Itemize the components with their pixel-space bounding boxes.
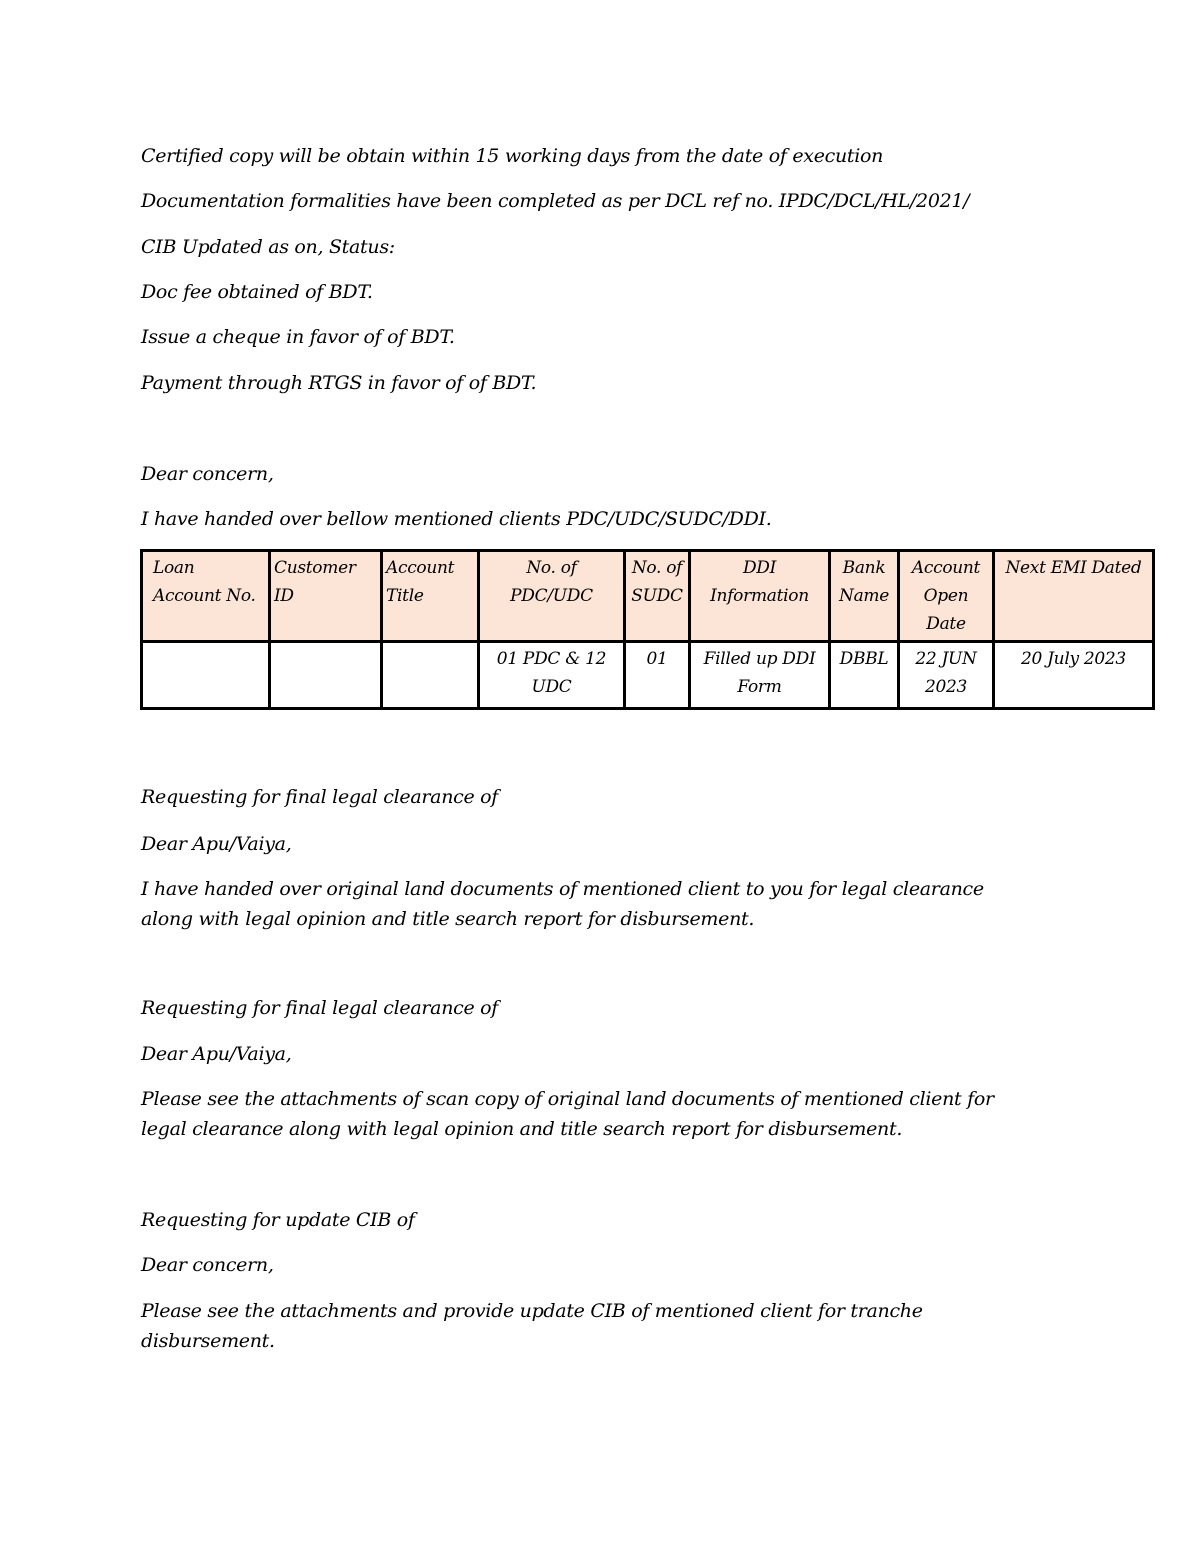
- cib-update-subject: Requesting for update CIB of: [141, 1209, 415, 1231]
- table-cell: 20 July 2023: [994, 642, 1154, 709]
- legal-clearance-2-subject: Requesting for final legal clearance of: [141, 997, 499, 1019]
- table-cell: 01: [625, 642, 690, 709]
- table-row: [142, 642, 1154, 709]
- table-cell: 22 JUN 2023: [899, 642, 994, 709]
- column-header: No. of SUDC: [625, 551, 690, 642]
- column-header: No. of PDC/UDC: [479, 551, 625, 642]
- note-documentation: Documentation formalities have been completed as per DCL ref no. IPDC/DCL/HL/2021/: [141, 190, 970, 212]
- handover-table: [140, 549, 1155, 710]
- column-header: Customer ID: [270, 551, 382, 642]
- note-cheque: Issue a cheque in favor of of BDT.: [141, 326, 455, 348]
- column-header: Account Open Date: [899, 551, 994, 642]
- note-doc-fee: Doc fee obtained of BDT.: [141, 281, 373, 303]
- table-cell: 01 PDC & 12 UDC: [479, 642, 625, 709]
- legal-clearance-2-greeting: Dear Apu/Vaiya,: [141, 1043, 292, 1065]
- note-certified-copy: Certified copy will be obtain within 15 working days from the date of execution: [141, 145, 884, 167]
- handover-greeting: Dear concern,: [141, 463, 274, 485]
- legal-clearance-2-body: Please see the attachments of scan copy of original land documents of mentioned client for legal clearance along with legal opinion and title search report for disbursement.: [141, 1088, 994, 1140]
- column-header: Bank Name: [830, 551, 899, 642]
- legal-clearance-1-greeting: Dear Apu/Vaiya,: [141, 833, 292, 855]
- table-header-row: [142, 551, 1154, 642]
- cib-update-body: Please see the attachments and provide update CIB of mentioned client for tranche disbursement.: [141, 1300, 923, 1352]
- note-cib-status: CIB Updated as on, Status:: [141, 236, 395, 258]
- table-cell: [142, 642, 270, 709]
- column-header: Account Title: [382, 551, 479, 642]
- handover-intro: I have handed over bellow mentioned clients PDC/UDC/SUDC/DDI.: [141, 508, 772, 530]
- table-cell: [382, 642, 479, 709]
- legal-clearance-1-subject: Requesting for final legal clearance of: [141, 786, 499, 808]
- table-cell: DBBL: [830, 642, 899, 709]
- column-header: Loan Account No.: [142, 551, 270, 642]
- table-cell: Filled up DDI Form: [690, 642, 830, 709]
- legal-clearance-1-body: I have handed over original land documents of mentioned client to you for legal clearance along with legal opinion and title search report for disbursement.: [141, 878, 984, 930]
- column-header: Next EMI Dated: [994, 551, 1154, 642]
- column-header: DDI Information: [690, 551, 830, 642]
- note-rtgs: Payment through RTGS in favor of of BDT.: [141, 372, 537, 394]
- cib-update-greeting: Dear concern,: [141, 1254, 274, 1276]
- table-cell: [270, 642, 382, 709]
